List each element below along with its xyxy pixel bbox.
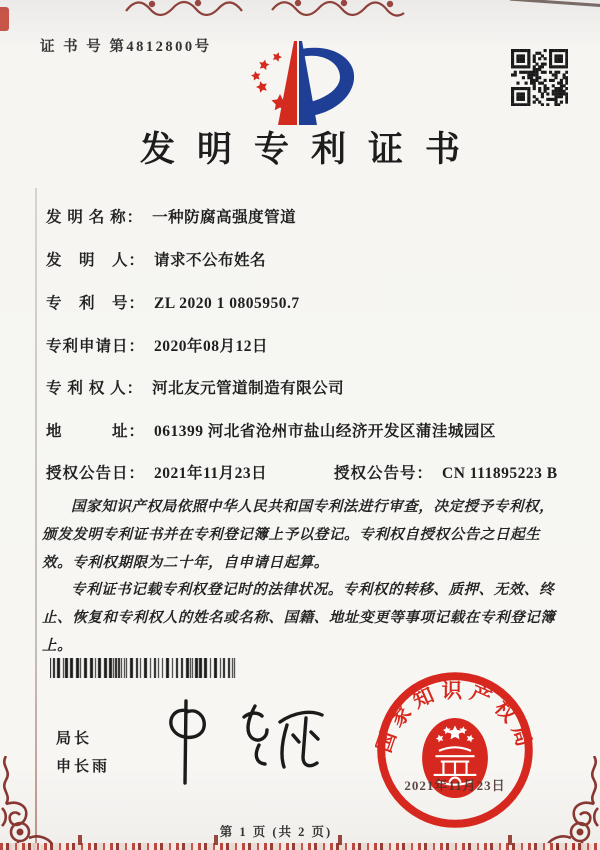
field-value: 2020年08月12日 [154,338,269,355]
seal-graphic [375,670,535,830]
field-label: 专 利 权 人： [46,380,144,397]
field-value: 请求不公布姓名 [154,252,267,269]
logo-wedge-red [278,41,297,125]
qr-code [511,49,568,106]
border-tick [78,835,82,845]
field-label: 专 利 号： [46,295,146,312]
field-label: 发 明 名 称： [46,209,144,226]
field-value: ZL 2020 1 0805950.7 [154,295,300,312]
page-number: 第 1 页 (共 2 页) [219,825,333,839]
field-value: 061399 河北省沧州市盐山经济开发区蒲洼城园区 [154,423,496,440]
barcode [50,658,237,678]
page-edge-line [510,0,600,7]
field-patent-number [46,291,300,313]
field-label: 授权公告号： [334,465,434,482]
border-fragment-top-left [0,7,9,31]
director-signature [158,697,326,793]
page-fold-line [35,188,37,850]
border-tick [508,835,512,845]
field-invention-name [46,205,296,227]
field-value: 2021年11月23日 [154,465,268,482]
field-value: 一种防腐高强度管道 [152,209,297,226]
ornate-corner-left [0,756,60,850]
border-tick [338,835,342,845]
field-value: 河北友元管道制造有限公司 [152,380,345,397]
field-label: 授权公告日： [46,465,146,482]
legal-text [42,494,560,661]
ornate-border-top [122,0,432,19]
border-tick [214,835,218,845]
signer-title: 局长 [56,730,93,747]
signer-name: 申长雨 [56,758,111,775]
field-label: 发 明 人： [46,252,146,269]
field-grant-number [334,461,558,483]
field-label: 专利申请日： [46,338,146,355]
field-patentee [46,376,344,398]
field-grant-date [46,461,566,483]
certificate-number: 证 书 号 第4812800号 [40,39,212,55]
legal-paragraph-1: 国家知识产权局依照中华人民共和国专利法进行审查，决定授予专利权，颁发发明专利证书并在专利登记簿上予以登记。专利权自授权公告之日起生效。专利权期限为二十年，自申请日起算。 [42,499,555,571]
field-value: CN 111895223 B [442,465,558,482]
ornate-corner-right [540,756,600,850]
cnipa-logo [237,37,362,132]
field-address [46,419,496,441]
seal-date: 2021年11月23日 [404,778,506,793]
certificate-title: 发明专利证书 [139,130,482,169]
seal-text: 国家知识产权局 [375,680,535,756]
field-inventor [46,248,266,270]
field-application-date [46,334,268,356]
logo-stars [250,51,288,111]
official-seal [375,670,535,830]
field-label: 地 址： [46,423,146,440]
legal-paragraph-2: 专利证书记载专利权登记时的法律状况。专利权的转移、质押、无效、终止、恢复和专利权人的姓名或名称、国籍、地址变更等事项记载在专利登记簿上。 [42,582,556,655]
